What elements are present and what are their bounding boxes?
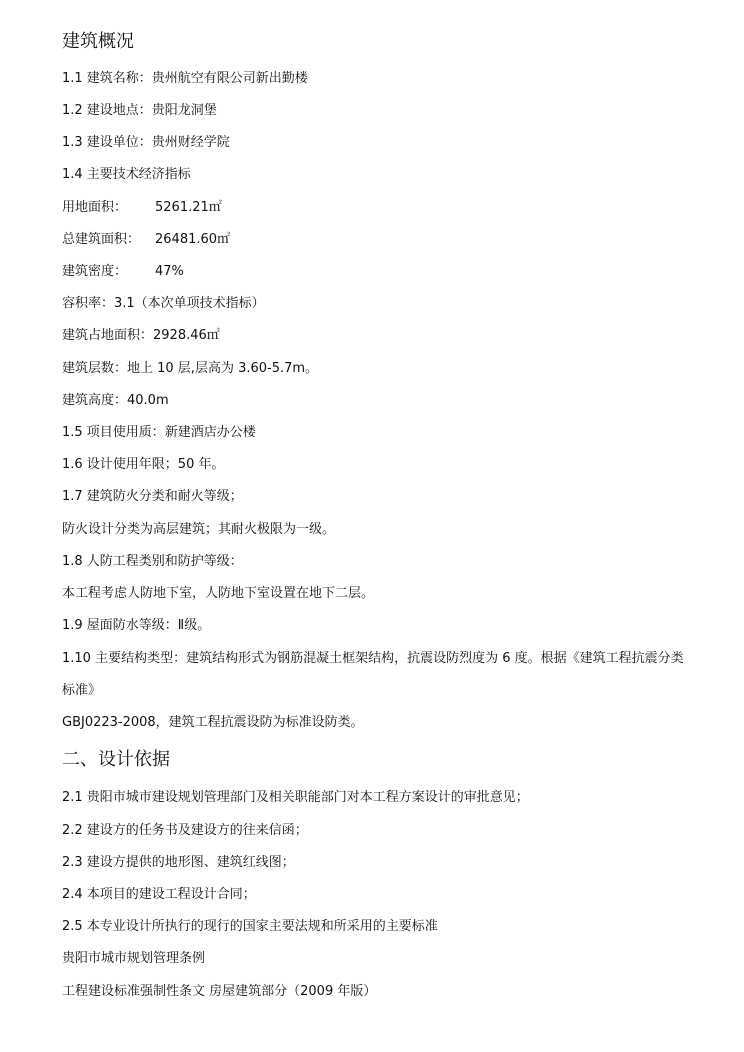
indicator-land-area — [62, 199, 222, 217]
indicator-label: 用地面积： — [62, 200, 128, 215]
indicator-label: 建筑密度： — [62, 264, 128, 279]
text-line-owner: 1.3 建设单位：贵州财经学院 — [62, 135, 230, 150]
text-line-fire-class: 1.7 建筑防火分类和耐火等级； — [62, 489, 243, 504]
text-line-plot-ratio: 容积率：3.1（本次单项技术指标） — [62, 296, 265, 311]
text-line-footprint: 建筑占地面积：2928.46㎡ — [62, 328, 220, 343]
section-heading-overview: 建筑概况 — [62, 31, 134, 52]
text-line-roof-waterproof: 1.9 屋面防水等级：Ⅱ级。 — [62, 618, 211, 633]
text-line-regulation-1: 贵阳市城市规划管理条例 — [62, 951, 206, 966]
text-line-basis-2-1: 2.1 贵阳市城市建设规划管理部门及相关职能部门对本工程方案设计的审批意见； — [62, 790, 529, 805]
text-line-height: 建筑高度：40.0m — [62, 393, 169, 408]
text-line-usage: 1.5 项目使用质：新建酒店办公楼 — [62, 425, 256, 440]
text-line-location: 1.2 建设地点：贵阳龙洞堡 — [62, 103, 217, 118]
section-heading-design-basis: 二、设计依据 — [62, 749, 170, 770]
indicator-value: 47% — [155, 264, 184, 279]
text-line-seismic: GBJ0223-2008，建筑工程抗震设防为标准设防类。 — [62, 715, 364, 730]
text-line-structure-cont: 标准》 — [62, 683, 102, 698]
indicator-label: 总建筑面积： — [62, 232, 141, 247]
text-line-civil-defense: 1.8 人防工程类别和防护等级： — [62, 554, 243, 569]
text-line-regulation-2: 工程建设标准强制性条文 房屋建筑部分（2009 年版） — [62, 984, 377, 999]
indicator-total-floor-area — [62, 231, 230, 249]
text-line-building-name: 1.1 建筑名称：贵州航空有限公司新出勤楼 — [62, 71, 308, 86]
text-line-structure: 1.10 主要结构类型：建筑结构形式为钢筋混凝土框架结构，抗震设防烈度为 6 度。根据《建筑工程抗震分类 — [62, 651, 684, 666]
text-line-indicators-title: 1.4 主要技术经济指标 — [62, 167, 191, 182]
text-line-basis-2-4: 2.4 本项目的建设工程设计合同； — [62, 887, 256, 902]
indicator-value: 26481.60㎡ — [155, 232, 231, 247]
text-line-service-life: 1.6 设计使用年限；50 年。 — [62, 457, 225, 472]
text-line-basis-2-3: 2.3 建设方提供的地形图、建筑红线图； — [62, 855, 295, 870]
indicator-value: 5261.21㎡ — [155, 200, 222, 215]
text-line-basis-2-5: 2.5 本专业设计所执行的现行的国家主要法规和所采用的主要标准 — [62, 919, 438, 934]
text-line-basis-2-2: 2.2 建设方的任务书及建设方的往来信函； — [62, 823, 308, 838]
text-line-fire-detail: 防火设计分类为高层建筑；其耐火极限为一级。 — [62, 522, 336, 537]
text-line-floors: 建筑层数：地上 10 层,层高为 3.60-5.7m。 — [62, 361, 319, 376]
indicator-building-density — [62, 263, 184, 281]
text-line-civil-defense-detail: 本工程考虑人防地下室，人防地下室设置在地下二层。 — [62, 586, 375, 601]
